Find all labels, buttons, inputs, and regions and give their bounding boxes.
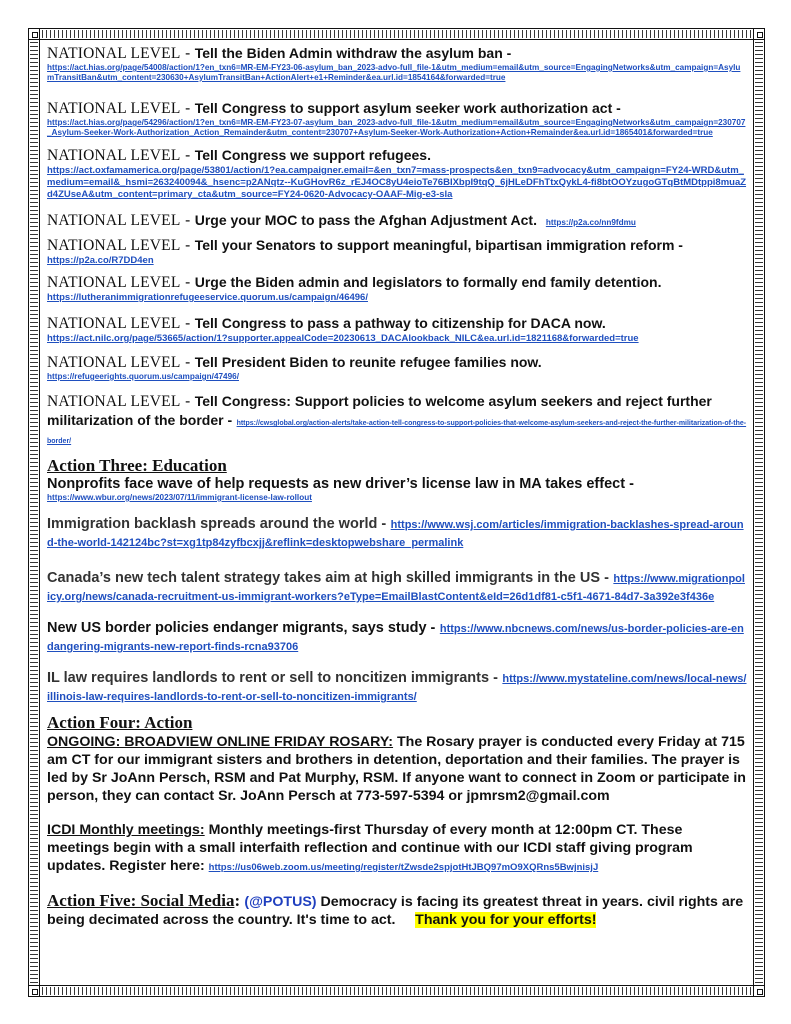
border-corner bbox=[753, 985, 765, 997]
border-corner bbox=[28, 28, 40, 40]
section-heading-action: Action Four: Action bbox=[47, 713, 193, 732]
border-right bbox=[753, 28, 765, 997]
level-label: NATIONAL LEVEL bbox=[47, 315, 181, 332]
icdi-register-link[interactable]: https://us06web.zoom.us/meeting/register/tZwsde2spjotHtJBQ97mO9XQRns5BwjnisjJ bbox=[208, 862, 599, 873]
news-item bbox=[47, 619, 747, 655]
action-link[interactable]: https://refugeerights.quorum.us/campaign/47496/ bbox=[47, 372, 239, 381]
news-link[interactable]: https://www.wsj.com/articles/immigration-backlashes-spread-around-the-world-142124bc?st=xg1tp84zyfbcxjj&reflink=desktopwebshare_permalink bbox=[47, 519, 744, 549]
social-colon: : bbox=[234, 891, 245, 910]
action-title: Tell Congress to pass a pathway to citizenship for DACA now. bbox=[194, 315, 606, 331]
border-top bbox=[28, 28, 765, 40]
action-link[interactable]: https://p2a.co/R7DD4en bbox=[47, 255, 154, 266]
national-action-item: NATIONAL LEVEL - Urge the Biden admin and legislators to formally end family detention. https://lutheranimmigrationrefugeeservice.quorum.us/campaign/46496/ bbox=[47, 273, 747, 304]
icdi-paragraph bbox=[47, 821, 747, 875]
news-link[interactable]: https://www.migrationpolicy.org/news/canada-recruitment-us-immigrant-workers?eType=EmailBlastContent&eId=26d1df81-c5f1-4671-84d7-3a392e3f436e bbox=[47, 573, 745, 603]
border-corner bbox=[28, 985, 40, 997]
news-item bbox=[47, 669, 747, 705]
social-text: Democracy is facing its greatest threat in years. civil rights are being decimated across the country. It's time to act. bbox=[47, 894, 744, 928]
news-link[interactable]: https://www.wbur.org/news/2023/07/11/immigrant-license-law-rollout bbox=[47, 493, 312, 502]
level-label: NATIONAL LEVEL bbox=[47, 45, 181, 62]
border-corner bbox=[753, 28, 765, 40]
news-title: Nonprofits face wave of help requests as new driver’s license law in MA takes effect - bbox=[47, 476, 634, 492]
action-link[interactable]: https://act.oxfamamerica.org/page/53801/action/1?ea.campaigner.email=&en_txn7=mass-prospects&en_txn9=advocacy&utm_campaign=FY24-WRD&utm_medium=email&_hsmi=263240094&_hsenc=p2ANqtz--KuGHovR6z_rEJ4OC8yU4eioTe76BIXbpI9tqQ_6jHLeDFhTtxQykL4-fi8btOOYzugoGTqBtMDtppi8muaZd4ZUseA&utm_content=primary_cta&utm_source=FY24-0620-Advocacy-OAAF-Mig-e3-sla bbox=[47, 165, 747, 200]
national-action-item: NATIONAL LEVEL - Tell President Biden to reunite refugee families now. https://refugeerights.quorum.us/campaign/47496/ bbox=[47, 353, 747, 382]
potus-handle: (@POTUS) bbox=[244, 894, 317, 910]
national-action-item: NATIONAL LEVEL - Tell your Senators to support meaningful, bipartisan immigration reform - https://p2a.co/R7DD4en bbox=[47, 236, 747, 267]
action-title: Tell Congress: Support policies to welcome asylum seekers and reject further militarization of the border - bbox=[47, 393, 712, 428]
level-label: NATIONAL LEVEL bbox=[47, 237, 181, 254]
action-link[interactable]: https://act.hias.org/page/54296/action/1?en_txn6=MR-EM-FY23-07-asylum_ban_2023-advo-full_file-1&utm_medium=email&utm_source=EngagingNetworks&utm_campaign=230707_Asylum-Seeker-Work-Authorization_Action_Remainder&utm_content=230707+Asylum-Seeker-Work-Authorization+Action+Remainder&ea.url.id=1865401&forwarded=true bbox=[47, 118, 746, 137]
rosary-text: The Rosary prayer is conducted every Friday at 715 am CT for our immigrant sisters and brothers in detention, deportation and their families. The prayer is led by Sr JoAnn Persch, RSM and Pat Murphy, RSM. If anyone want to connect in Zoom or participate in person, they can contact Sr. JoAnn Persch at 773-597-5394 or jpmrsm2@gmail.com bbox=[47, 734, 746, 804]
news-item bbox=[47, 515, 747, 551]
action-title: Tell your Senators to support meaningful, bipartisan immigration reform - bbox=[194, 237, 683, 253]
section-heading-education: Action Three: Education bbox=[47, 456, 227, 475]
news-link[interactable]: https://www.nbcnews.com/news/us-border-policies-are-endangering-migrants-new-report-finds-rcna93706 bbox=[47, 623, 744, 653]
document-body bbox=[47, 44, 747, 929]
national-action-item: NATIONAL LEVEL - Tell the Biden Admin withdraw the asylum ban - https://act.hias.org/page/54008/action/1?en_txn6=MR-EM-FY23-06-asylum_ban_2023-advo-full_file-1&utm_medium=email&utm_source=EngagingNetworks&utm_campaign=AsylumTransitBan&utm_content=230630+AsylumTransitBan+ActionAlert+e1+Reminder&ea.url.id=1854164&forwarded=true bbox=[47, 44, 747, 83]
rosary-paragraph bbox=[47, 733, 747, 805]
news-item bbox=[47, 476, 747, 503]
action-title: Urge the Biden admin and legislators to formally end family detention. bbox=[194, 274, 662, 290]
action-title: Tell the Biden Admin withdraw the asylum ban - bbox=[194, 45, 512, 61]
icdi-text: Monthly meetings-first Thursday of every month at 12:00pm CT. These meetings begin with a small interfaith reflection and continue with our ICDI staff giving program updates. Register here bbox=[47, 822, 693, 874]
action-title: Urge your MOC to pass the Afghan Adjustment Act. bbox=[194, 212, 537, 228]
national-action-item: NATIONAL LEVEL - Tell Congress: Support policies to welcome asylum seekers and reject further militarization of the border - https://cwsglobal.org/action-alerts/take-action-tell-congress-to-support-policies-that-welcome-asylum-seekers-and-reject-the-further-militarization-of-the-border/ bbox=[47, 393, 747, 445]
level-label: NATIONAL LEVEL bbox=[47, 100, 181, 117]
level-label: NATIONAL LEVEL bbox=[47, 354, 181, 371]
level-label: NATIONAL LEVEL bbox=[47, 212, 181, 229]
news-link[interactable]: https://www.mystateline.com/news/local-news/illinois-law-requires-landlords-to-rent-or-sell-to-noncitizen-immigrants/ bbox=[47, 673, 747, 703]
action-title: Tell Congress to support asylum seeker work authorization act - bbox=[194, 100, 621, 116]
news-title: IL law requires landlords to rent or sell to noncitizen immigrants - bbox=[47, 670, 498, 686]
thanks-highlight: Thank you for your efforts! bbox=[415, 912, 597, 928]
national-action-item: NATIONAL LEVEL - Tell Congress we support refugees. https://act.oxfamamerica.org/page/53801/action/1?ea.campaigner.email=&en_txn7=mass-prospects&en_txn9=advocacy&utm_campaign=FY24-WRD&utm_medium=email&_hsmi=263240094&_hsenc=p2ANqtz--KuGHovR6z_rEJ4OC8yU4eioTe76BIXbpI9tqQ_6jHLeDFhTtxQykL4-fi8btOOYzugoGTqBtMDtppi8muaZd4ZUseA&utm_content=primary_cta&utm_source=FY24-0620-Advocacy-OAAF-Mig-e3-sla bbox=[47, 147, 747, 200]
level-label: NATIONAL LEVEL bbox=[47, 274, 181, 291]
icdi-label: ICDI Monthly meetings: bbox=[47, 822, 205, 838]
news-title: New US border policies endanger migrants, says study - bbox=[47, 620, 436, 636]
national-action-item: NATIONAL LEVEL - Tell Congress to support asylum seeker work authorization act - https://act.hias.org/page/54296/action/1?en_txn6=MR-EM-FY23-07-asylum_ban_2023-advo-full_file-1&utm_medium=email&utm_source=EngagingNetworks&utm_campaign=230707_Asylum-Seeker-Work-Authorization_Action_Remainder&utm_content=230707+Asylum-Seeker-Work-Authorization+Action+Remainder&ea.url.id=1865401&forwarded=true bbox=[47, 100, 746, 137]
news-item bbox=[47, 569, 747, 605]
national-action-item: NATIONAL LEVEL - Tell Congress to pass a pathway to citizenship for DACA now. https://act.nilc.org/page/53665/action/1?supporter.appealCode=20230613_DACAlookback_NILC&ea.url.id=1821168&forwarded=true bbox=[47, 314, 747, 345]
action-title: Tell Congress we support refugees. bbox=[194, 147, 431, 163]
action-link[interactable]: https://p2a.co/nn9fdmu bbox=[545, 218, 636, 227]
border-bottom bbox=[28, 985, 765, 997]
level-label: NATIONAL LEVEL bbox=[47, 147, 181, 164]
icdi-colon: : bbox=[199, 858, 209, 874]
border-left bbox=[28, 28, 40, 997]
news-title: Canada’s new tech talent strategy takes aim at high skilled immigrants in the US - bbox=[47, 570, 609, 586]
action-title: Tell President Biden to reunite refugee families now. bbox=[194, 354, 542, 370]
rosary-label: ONGOING: BROADVIEW ONLINE FRIDAY ROSARY: bbox=[47, 734, 394, 750]
news-title: Immigration backlash spreads around the world - bbox=[47, 516, 387, 532]
action-link[interactable]: https://cwsglobal.org/action-alerts/take-action-tell-congress-to-support-policies-that-welcome-asylum-seekers-and-reject-the-further-militarization-of-the-border/ bbox=[47, 420, 747, 445]
action-link[interactable]: https://act.nilc.org/page/53665/action/1?supporter.appealCode=20230613_DACAlookback_NILC&ea.url.id=1821168&forwarded=true bbox=[47, 333, 639, 344]
action-link[interactable]: https://act.hias.org/page/54008/action/1?en_txn6=MR-EM-FY23-06-asylum_ban_2023-advo-full_file-1&utm_medium=email&utm_source=EngagingNetworks&utm_campaign=AsylumTransitBan&utm_content=230630+AsylumTransitBan+ActionAlert+e1+Reminder&ea.url.id=1854164&forwarded=true bbox=[47, 63, 741, 82]
social-paragraph bbox=[47, 891, 747, 929]
action-link[interactable]: https://lutheranimmigrationrefugeeservice.quorum.us/campaign/46496/ bbox=[47, 292, 368, 303]
national-action-item: NATIONAL LEVEL - Urge your MOC to pass the Afghan Adjustment Act. https://p2a.co/nn9fdmu bbox=[47, 212, 636, 229]
section-heading-social: Action Five: Social Media bbox=[47, 891, 235, 910]
level-label: NATIONAL LEVEL bbox=[47, 393, 181, 410]
